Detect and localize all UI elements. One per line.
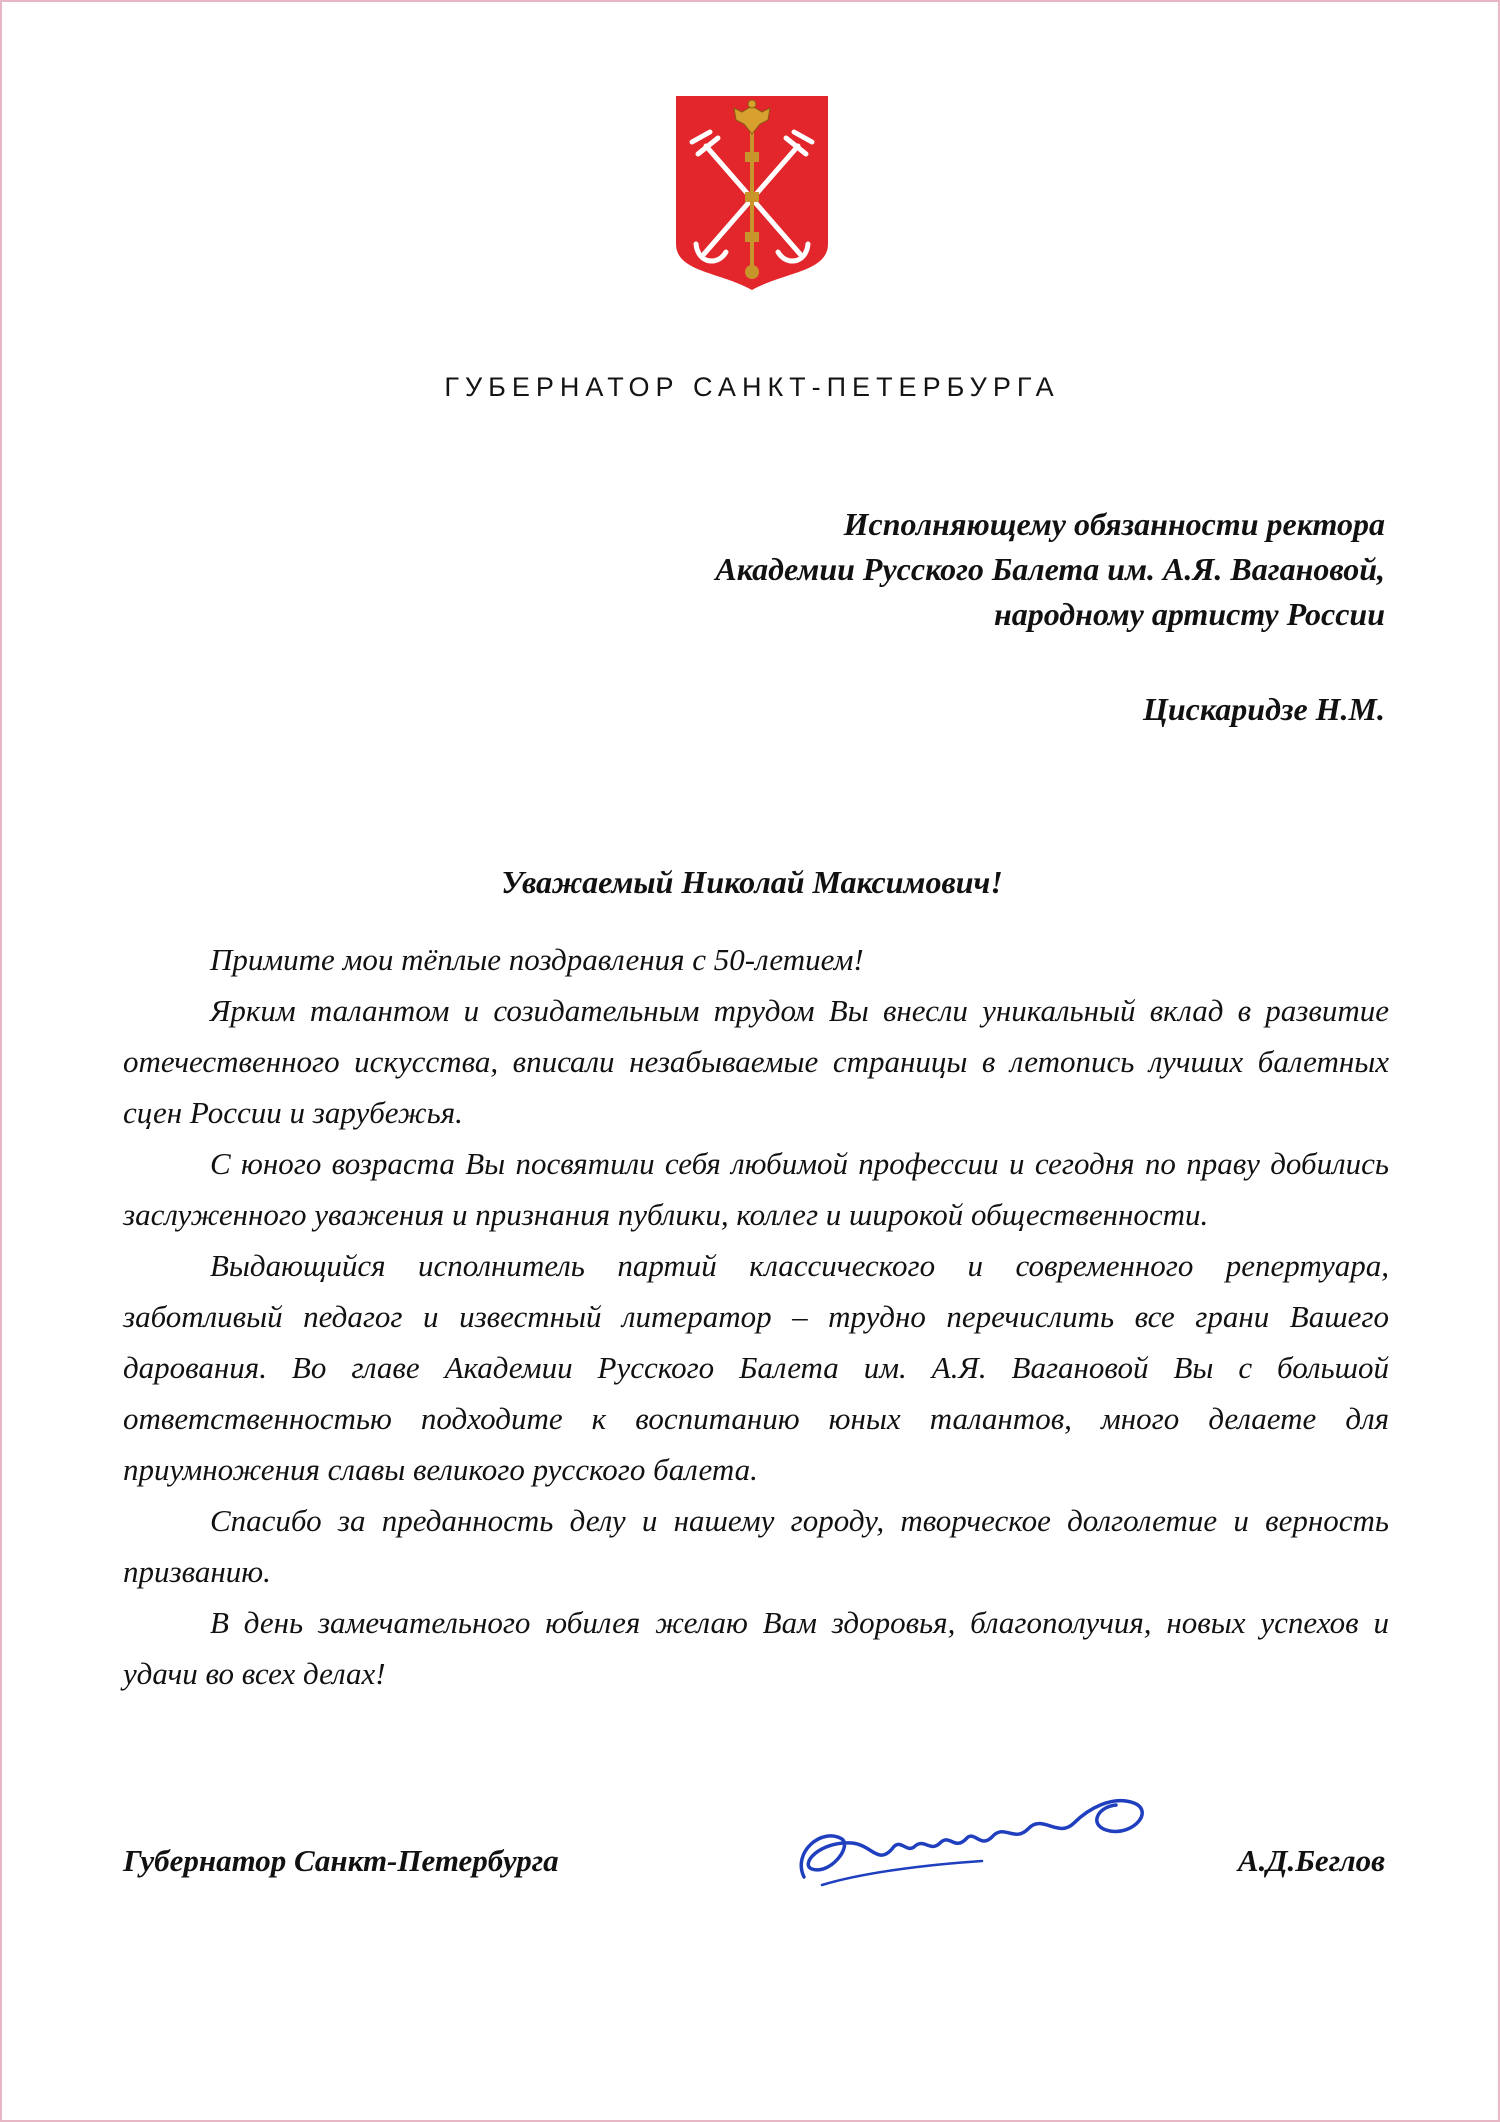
signer-position: Губернатор Санкт-Петербурга: [123, 1843, 559, 1878]
addressee-line-position: Исполняющему обязанности ректора: [843, 506, 1385, 542]
page-title: ГУБЕРНАТОР САНКТ-ПЕТЕРБУРГА: [444, 372, 1060, 402]
coat-of-arms-icon: [674, 94, 830, 292]
letter-paragraph: Ярким талантом и созидательным трудом Вы внесли уникальный вклад в развитие отечественного искусства, вписали незабываемые страницы в летопись лучших балетных сцен России и зарубежья.: [123, 993, 1389, 1130]
addressee-block: [715, 502, 1385, 732]
letter-paragraph: Спасибо за преданность делу и нашему городу, творческое долголетие и верность призванию.: [123, 1503, 1389, 1589]
letter-paragraph: Примите мои тёплые поздравления с 50-летием!: [210, 942, 864, 977]
letter-paragraph: С юного возраста Вы посвятили себя любимой профессии и сегодня по праву добились заслуженного уважения и признания публики, коллег и широкой общественности.: [123, 1146, 1389, 1232]
addressee-line-title: народному артисту России: [993, 596, 1385, 632]
addressee-line-organization: Академии Русского Балета им. А.Я. Вагановой,: [715, 551, 1385, 587]
letter-paragraph: Выдающийся исполнитель партий классического и современного репертуара, заботливый педагог и известный литератор – трудно перечислить все грани Вашего дарования. Во главе Академии Русского Балета им. А.Я. Вагановой Вы с большой ответственностью подходите к воспитанию юных талантов, много делаете для приумножения славы великого русского балета.: [123, 1248, 1389, 1487]
letter-greeting: Уважаемый Николай Максимович!: [501, 864, 1003, 900]
signer-name: А.Д.Беглов: [1237, 1843, 1385, 1878]
letter-body: [123, 934, 1389, 1699]
letter-paragraph: В день замечательного юбилея желаю Вам здоровья, благополучия, новых успехов и удачи во всех делах!: [123, 1605, 1389, 1691]
addressee-name: Цискаридзе Н.М.: [1142, 691, 1385, 727]
handwritten-signature-icon: [782, 1757, 1162, 1907]
